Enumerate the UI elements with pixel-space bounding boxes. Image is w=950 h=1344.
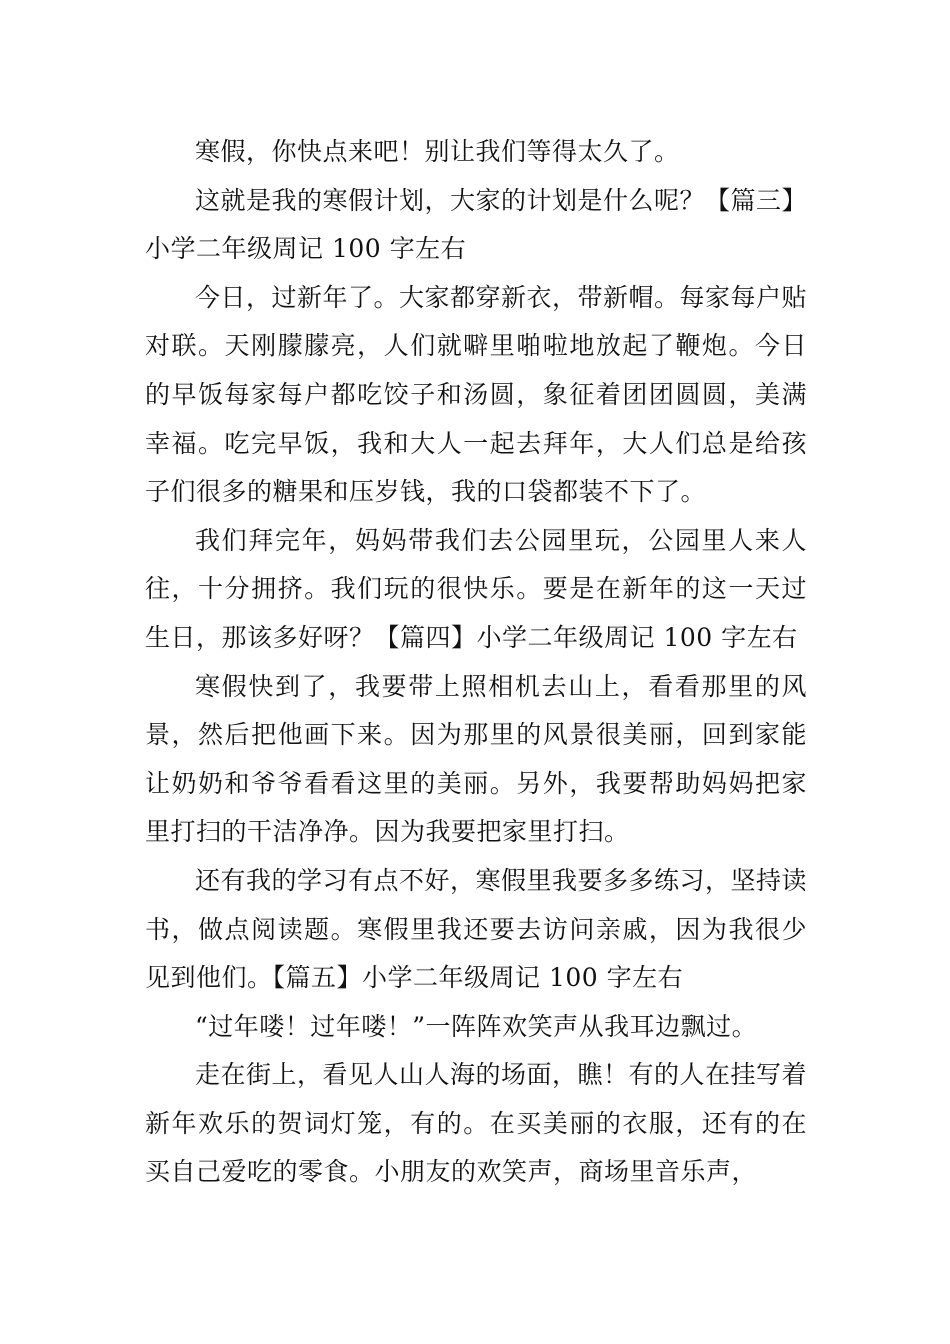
paragraph: 我们拜完年，妈妈带我们去公园里玩，公园里人来人往，十分拥挤。我们玩的很快乐。要是在新年的这一天过生日，那该多好呀？【篇四】小学二年级周记 100 字左右 [145, 525, 807, 652]
paragraph: “过年喽！过年喽！”一阵阵欢笑声从我耳边飘过。 [195, 1011, 758, 1041]
paragraph: 今日，过新年了。大家都穿新衣，带新帽。每家每户贴对联。天刚朦朦亮，人们就噼里啪啦地放起了鞭炮。今日的早饭每家每户都吃饺子和汤圆，象征着团团圆圆，美满幸福。吃完早饭，我和大人一起去拜年，大人们总是给孩子们很多的糖果和压岁钱，我的口袋都装不下了。 [145, 282, 808, 507]
paragraph: 走在街上，看见人山人海的场面，瞧！有的人在挂写着新年欢乐的贺词灯笼，有的。在买美丽的衣服，还有的在买自己爱吃的零食。小朋友的欢笑声，商场里音乐声， [145, 1060, 808, 1187]
paragraph: 寒假快到了，我要带上照相机去山上，看看那里的风景，然后把他画下来。因为那里的风景很美丽，回到家能让奶奶和爷爷看看这里的美丽。另外，我要帮助妈妈把家里打扫的干洁净净。因为我要把家里打扫。 [145, 671, 807, 847]
paragraph: 寒假，你快点来吧！别让我们等得太久了。 [195, 137, 680, 166]
paragraph: 还有我的学习有点不好，寒假里我要多多练习，坚持读书，做点阅读题。寒假里我还要去访问亲戚，因为我很少见到他们。【篇五】小学二年级周记 100 字左右 [145, 865, 808, 993]
paragraph: 这就是我的寒假计划，大家的计划是什么呢？【篇三】小学二年级周记 100 字左右 [145, 185, 808, 264]
document-body [145, 128, 807, 1197]
